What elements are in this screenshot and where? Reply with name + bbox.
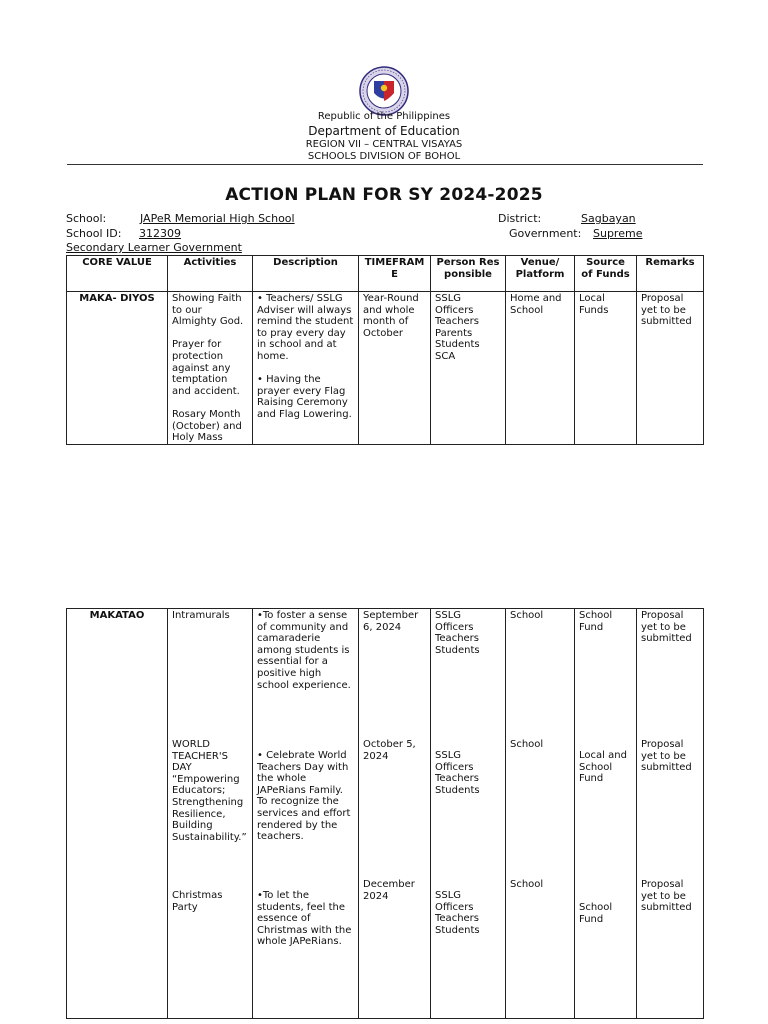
core-value-cell: MAKA- DIYOS <box>67 292 168 445</box>
description-item: • Teachers/ SSLG Adviser will always remind the student to pray every day in school and at home. <box>257 293 354 362</box>
header-region: REGION VII – CENTRAL VISAYAS <box>305 139 463 150</box>
timeframe-item: September 6, 2024 <box>363 610 419 633</box>
timeframe-cell: Year-Round and whole month of October <box>359 292 431 445</box>
activity-item: Showing Faith to our Almighty God. <box>172 293 244 328</box>
description-cell <box>253 292 359 445</box>
organization-name: Secondary Learner Government <box>66 241 242 254</box>
government-label: Government: <box>509 227 582 240</box>
person-item: Students <box>435 644 480 656</box>
venue-item: School <box>510 610 544 621</box>
col-remarks: Remarks <box>637 256 704 292</box>
remarks-cell: Proposal yet to be submitted <box>637 292 704 445</box>
person-item: Teachers <box>435 316 479 328</box>
col-activities: Activities <box>168 256 253 292</box>
person-item: Teachers <box>435 633 479 645</box>
remarks-item: Proposal yet to be submitted <box>641 879 692 914</box>
person-group <box>435 610 501 656</box>
header-republic: Republic of the Philippines <box>317 111 451 122</box>
person-item: Students <box>435 924 480 936</box>
funds-item: School Fund <box>579 610 613 633</box>
timeframe-item: October 5, 2024 <box>363 739 416 762</box>
person-item: SSLG Officers <box>435 890 474 913</box>
funds-cell: Local Funds <box>575 292 637 445</box>
timeframe-cell <box>359 609 431 1019</box>
school-label: School: <box>66 212 107 225</box>
remarks-cell <box>637 609 704 1019</box>
description-item: • Having the prayer every Flag Raising Ceremony and Flag Lowering. <box>257 374 352 420</box>
activity-item: Rosary Month (October) and Holy Mass <box>172 408 242 444</box>
person-item: Teachers <box>435 913 479 925</box>
person-cell <box>431 609 506 1019</box>
table-row <box>67 609 704 1019</box>
header-department: Department of Education <box>308 124 460 138</box>
table-header-row <box>67 256 704 292</box>
activity-item: Intramurals <box>172 610 230 621</box>
person-group <box>435 890 501 936</box>
col-timeframe: TIMEFRAME <box>359 256 431 292</box>
person-item: Teachers <box>435 773 479 785</box>
remarks-item: Proposal yet to be submitted <box>641 610 692 645</box>
activities-cell <box>168 609 253 1019</box>
person-cell <box>431 292 506 445</box>
col-person-responsible: Person Responsible <box>431 256 506 292</box>
funds-item: School Fund <box>579 902 613 925</box>
activity-item: WORLD TEACHER'S DAY “Empowering Educators; Strengthening Resilience, Building Sustainability.” <box>172 739 247 843</box>
person-item: Students <box>435 784 480 796</box>
activity-item: Christmas Party <box>172 890 223 913</box>
description-item: • Celebrate World Teachers Day with the whole JAPeRians Family. To recognize the services and effort rendered by the teachers. <box>257 750 351 843</box>
description-item: •To foster a sense of community and camaraderie among students is essential for a positive high school experience. <box>257 610 351 691</box>
person-group <box>435 750 501 796</box>
description-cell <box>253 609 359 1019</box>
venue-cell <box>506 609 575 1019</box>
person-item: Students <box>435 339 480 351</box>
person-item: SSLG Officers <box>435 750 474 773</box>
school-value: JAPeR Memorial High School <box>140 212 295 225</box>
description-item: •To let the students, feel the essence of Christmas with the whole JAPeRians. <box>257 890 352 948</box>
venue-item: School <box>510 879 544 890</box>
venue-cell: Home and School <box>506 292 575 445</box>
person-item: Parents <box>435 327 473 339</box>
activity-item: Prayer for protection against any temptation and accident. <box>172 339 240 397</box>
remarks-item: Proposal yet to be submitted <box>641 739 692 774</box>
action-plan-table-1 <box>66 255 704 445</box>
col-description: Description <box>253 256 359 292</box>
header-division: SCHOOLS DIVISION OF BOHOL <box>307 151 461 162</box>
deped-seal-icon <box>359 66 409 116</box>
header-divider <box>67 164 703 165</box>
school-id-value: 312309 <box>139 227 181 240</box>
funds-cell <box>575 609 637 1019</box>
government-value: Supreme <box>593 227 643 240</box>
person-item: SCA <box>435 350 456 362</box>
district-value: Sagbayan <box>581 212 636 225</box>
col-core-value: CORE VALUE <box>67 256 168 292</box>
activities-cell <box>168 292 253 445</box>
school-id-label: School ID: <box>66 227 122 240</box>
person-item: SSLG Officers <box>435 293 474 316</box>
district-label: District: <box>498 212 542 225</box>
col-source-of-funds: Source of Funds <box>575 256 637 292</box>
timeframe-item: December 2024 <box>363 879 415 902</box>
venue-item: School <box>510 739 544 750</box>
page-title: ACTION PLAN FOR SY 2024-2025 <box>225 185 543 205</box>
person-item: SSLG Officers <box>435 610 474 633</box>
funds-item: Local and School Fund <box>579 750 627 785</box>
col-venue: Venue/ Platform <box>506 256 575 292</box>
table-row <box>67 292 704 445</box>
action-plan-table-2 <box>66 608 704 1019</box>
core-value-cell: MAKATAO <box>67 609 168 1019</box>
